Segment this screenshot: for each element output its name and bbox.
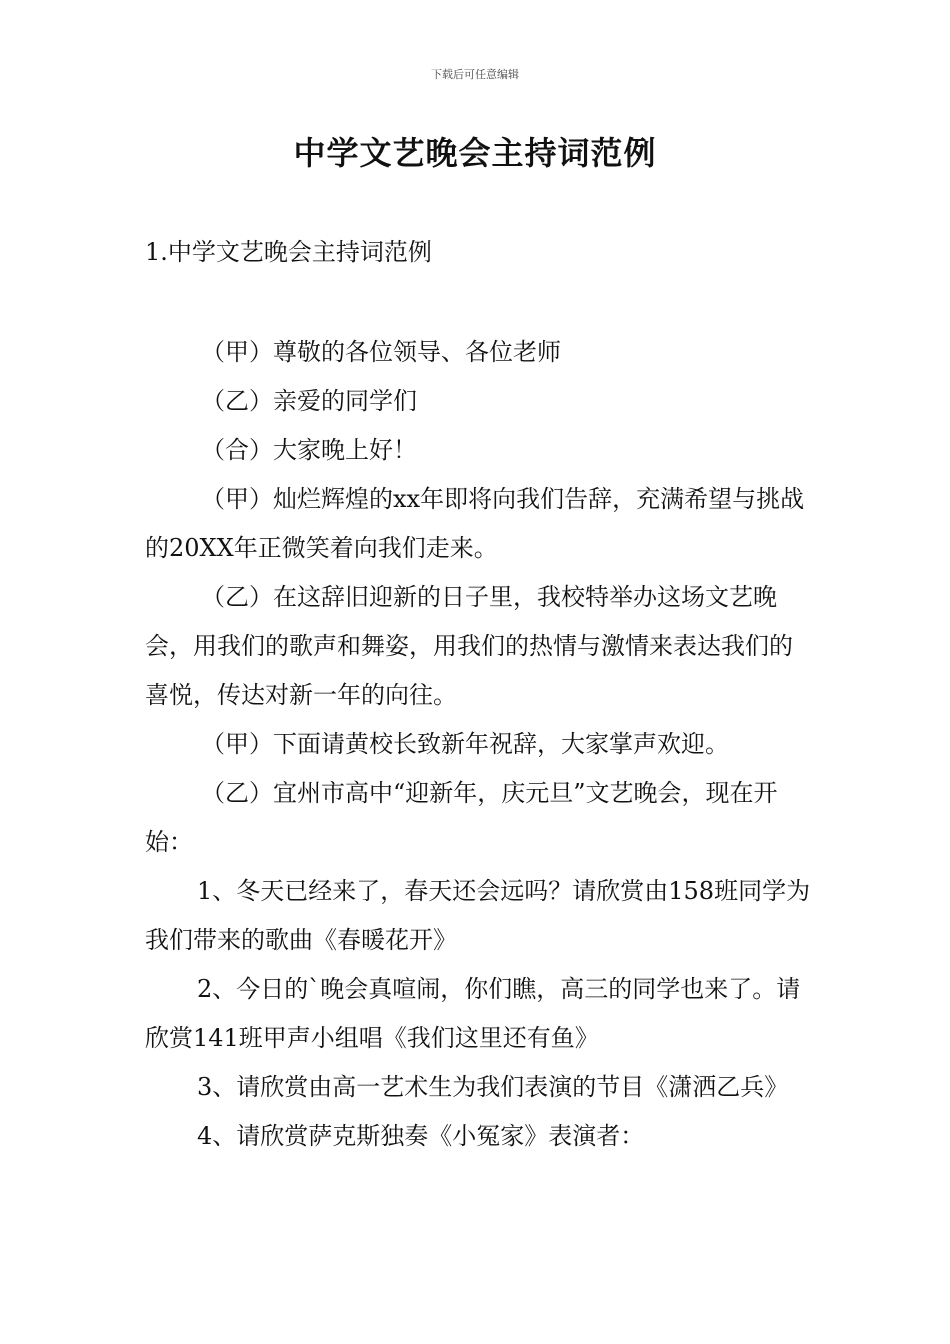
header-note: 下载后可任意编辑 xyxy=(431,68,519,81)
paragraph: （乙）宜州市高中“迎新年，庆元旦”文艺晚会，现在开始： xyxy=(145,779,778,856)
document-title: 中学文艺晚会主持词范例 xyxy=(293,134,657,172)
paragraph: 3、请欣赏由高一艺术生为我们表演的节目《潇洒乙兵》 xyxy=(197,1073,789,1101)
document-body xyxy=(145,228,815,1161)
paragraph: 1、冬天已经来了，春天还会远吗？请欣赏由158班同学为我们带来的歌曲《春暖花开》 xyxy=(145,877,811,954)
paragraph: （乙）亲爱的同学们 xyxy=(201,387,417,415)
paragraph: （甲）灿烂辉煌的xx年即将向我们告辞，充满希望与挑战的20XX年正微笑着向我们走来。 xyxy=(145,485,805,562)
paragraph: （甲）尊敬的各位领导、各位老师 xyxy=(201,338,561,366)
paragraph: 4、请欣赏萨克斯独奏《小冤家》表演者： xyxy=(197,1122,645,1150)
section-heading: 1.中学文艺晚会主持词范例 xyxy=(145,238,432,266)
paragraph: （合）大家晚上好！ xyxy=(201,436,417,464)
paragraph: 2、今日的`晚会真喧闹，你们瞧，高三的同学也来了。请欣赏141班甲声小组唱《我们这里还有鱼》 xyxy=(145,975,801,1052)
paragraph: （甲）下面请黄校长致新年祝辞，大家掌声欢迎。 xyxy=(201,730,729,758)
paragraph: （乙）在这辞旧迎新的日子里，我校特举办这场文艺晚会，用我们的歌声和舞姿，用我们的热情与激情来表达我们的喜悦，传达对新一年的向往。 xyxy=(145,583,793,709)
